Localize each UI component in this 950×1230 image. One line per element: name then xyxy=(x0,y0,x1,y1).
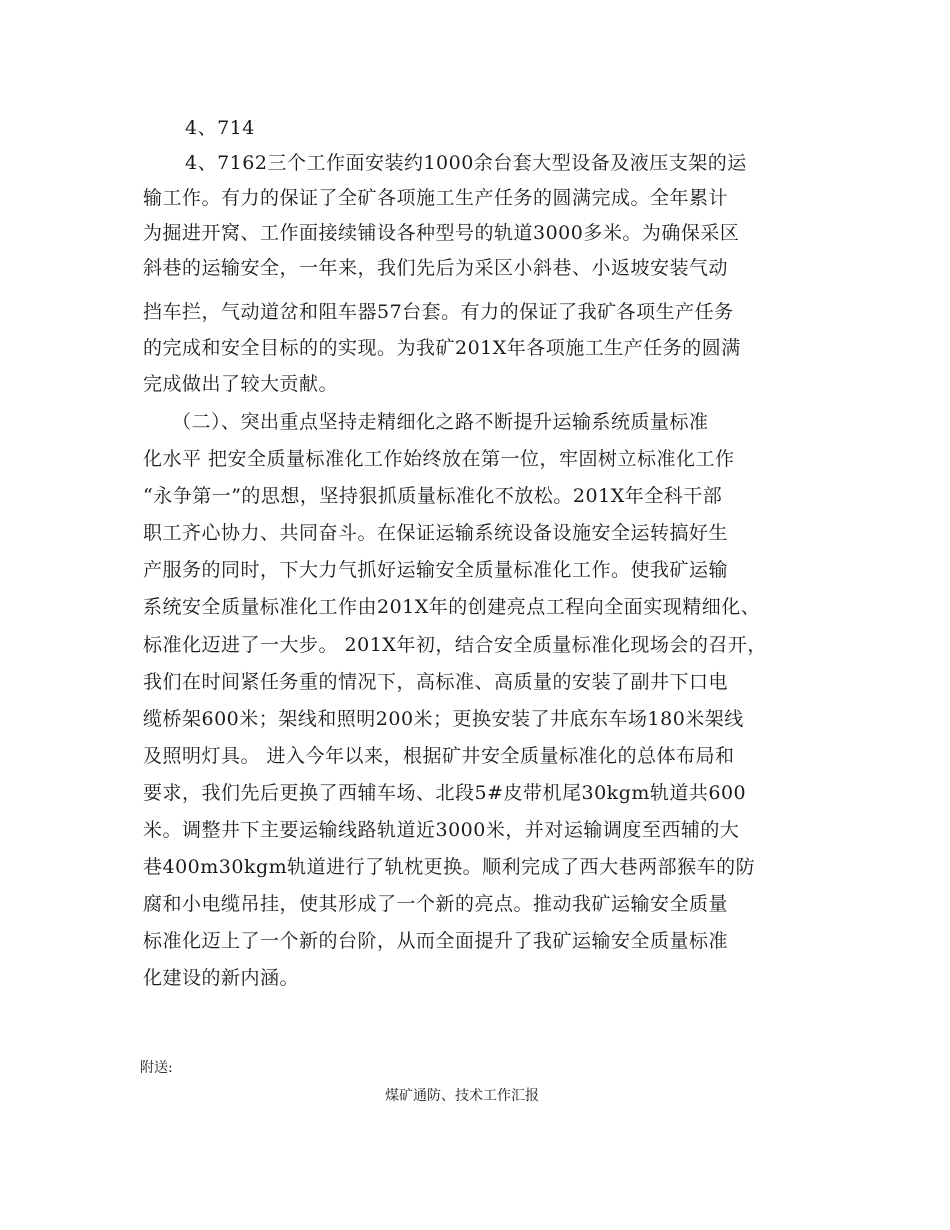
text-line: 米。调整井下主要运输线路轨道近3000米，并对运输调度至西辅的大 xyxy=(143,819,740,841)
text-line: 化水平 把安全质量标准化工作始终放在第一位，牢固树立标准化工作 xyxy=(143,448,735,470)
text-line: 化建设的新内涵。 xyxy=(143,967,300,989)
text-line: 腐和小电缆吊挂，使其形成了一个新的亮点。推动我矿运输安全质量 xyxy=(143,893,729,915)
text-line: 输工作。有力的保证了全矿各项施工生产任务的圆满完成。全年累计 xyxy=(143,187,729,209)
text-line: 4、714 xyxy=(185,117,255,139)
text-line: 挡车拦，气动道岔和阻车器57台套。有力的保证了我矿各项生产任务 xyxy=(143,301,734,323)
text-line: 标准化迈上了一个新的台阶，从而全面提升了我矿运输安全质量标准 xyxy=(143,930,729,952)
section-heading: （二）、突出重点坚持走精细化之路不断提升运输系统质量标准 xyxy=(172,411,709,433)
text-line: 完成做出了较大贡献。 xyxy=(143,373,339,395)
attachment-label: 附送: xyxy=(140,1060,173,1076)
text-line: 及照明灯具。 进入今年以来，根据矿井安全质量标准化的总体布局和 xyxy=(143,745,735,767)
text-line: 要求，我们先后更换了西辅车场、北段5#皮带机尾30kgm轨道共600 xyxy=(143,782,747,804)
text-line: 标准化迈进了一大步。 201X年初，结合安全质量标准化现场会的召开， xyxy=(143,634,767,656)
text-line: 缆桥架600米；架线和照明200米；更换安装了井底东车场180米架线 xyxy=(143,708,744,730)
text-line: 系统安全质量标准化工作由201X年的创建亮点工程向全面实现精细化、 xyxy=(143,596,761,618)
text-line: 职工齐心协力、共同奋斗。在保证运输系统设备设施安全运转搞好生 xyxy=(143,522,729,544)
text-line: 4、7162三个工作面安装约1000余台套大型设备及液压支架的运 xyxy=(185,152,747,174)
text-line: 巷400m30kgm轨道进行了轨枕更换。顺利完成了西大巷两部猴车的防 xyxy=(143,856,756,878)
text-line: 我们在时间紧任务重的情况下，高标准、高质量的安装了副井下口电 xyxy=(143,671,729,693)
text-line: 斜巷的运输安全，一年来，我们先后为采区小斜巷、小返坡安装气动 xyxy=(143,257,729,279)
attachment-title: 煤矿通防、技术工作汇报 xyxy=(385,1088,539,1104)
text-line: “永争第一”的思想，坚持狠抓质量标准化不放松。201X年全科干部 xyxy=(143,485,723,507)
text-line: 的完成和安全目标的的实现。为我矿201X年各项施工生产任务的圆满 xyxy=(143,337,741,359)
text-line: 产服务的同时，下大力气抓好运输安全质量标准化工作。使我矿运输 xyxy=(143,559,729,581)
text-line: 为掘进开窝、工作面接续铺设各种型号的轨道3000多米。为确保采区 xyxy=(143,222,740,244)
